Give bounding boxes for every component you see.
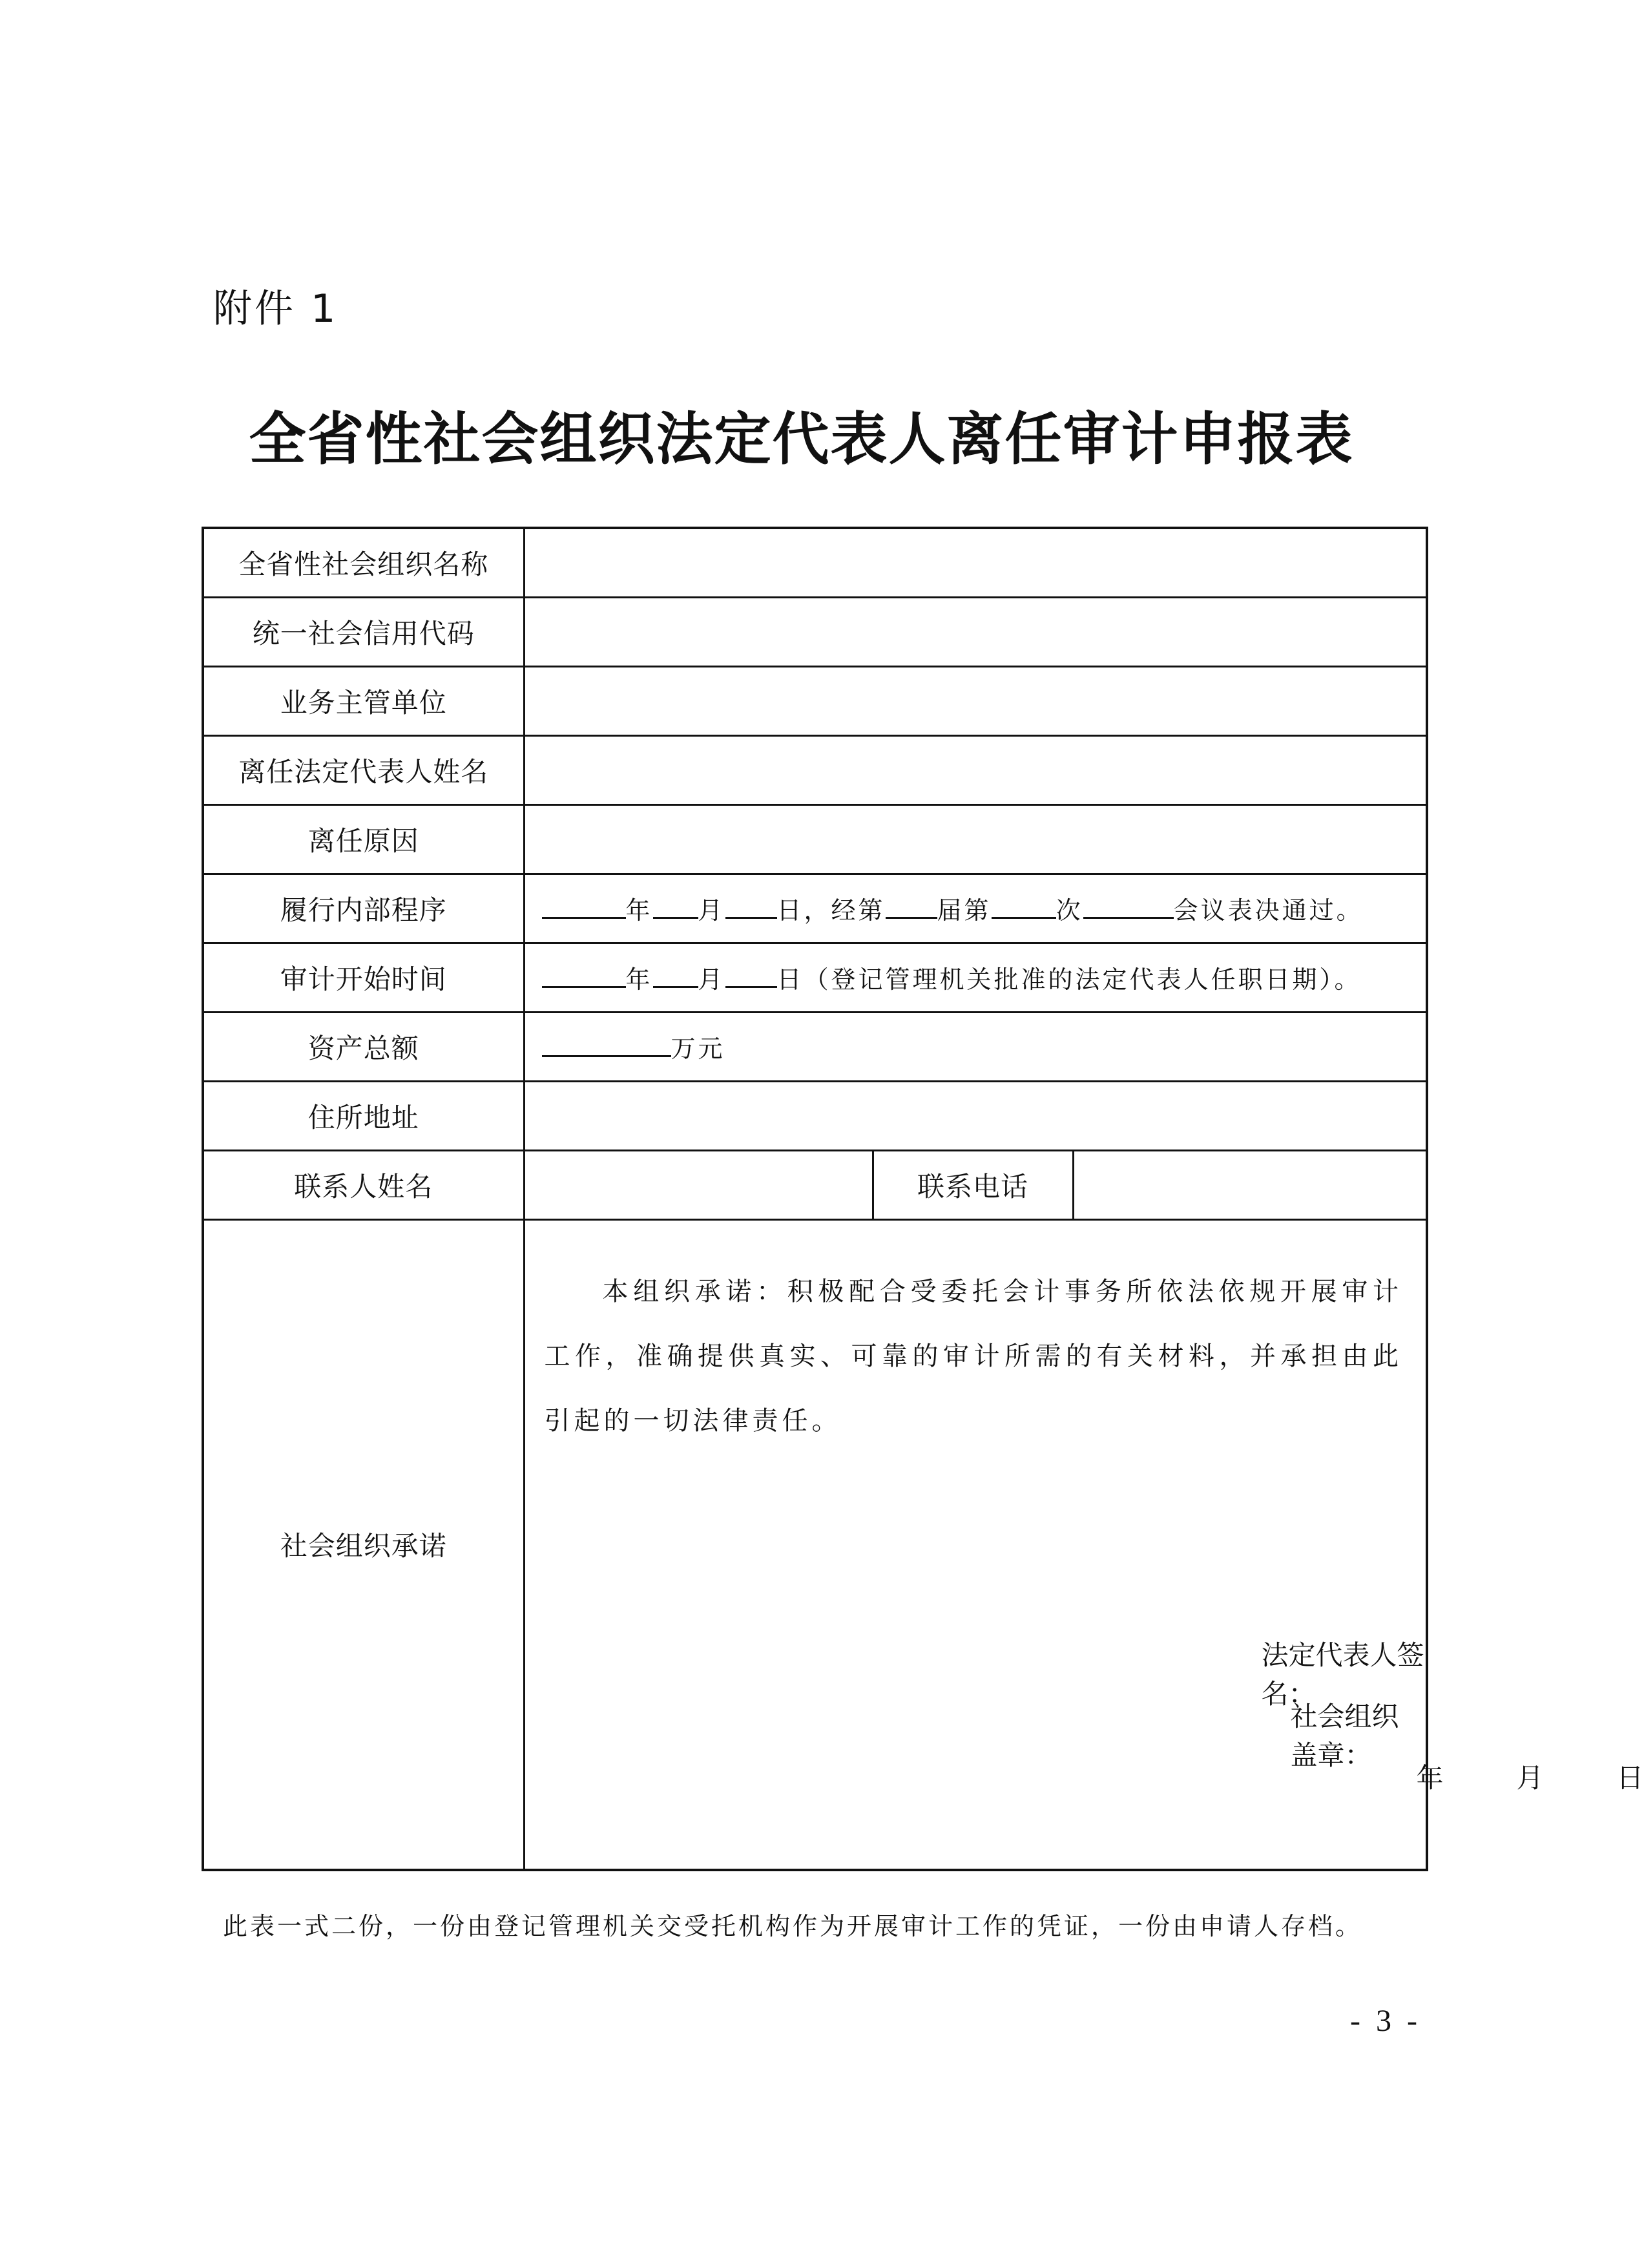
- row-assets: [203, 1012, 1427, 1081]
- audit-year-blank[interactable]: [542, 960, 626, 988]
- month-blank[interactable]: [653, 891, 698, 919]
- times-text: 次: [1056, 896, 1083, 925]
- row-reason: [203, 804, 1427, 874]
- audit-start-field[interactable]: [524, 943, 1427, 1012]
- audit-month-blank[interactable]: [653, 960, 698, 988]
- promise-label: 社会组织承诺: [203, 1219, 524, 1870]
- reason-field[interactable]: [524, 804, 1427, 874]
- session-text: 届第: [937, 896, 992, 925]
- row-credit-code: [203, 597, 1427, 666]
- row-procedure: [203, 874, 1427, 943]
- procedure-field[interactable]: [524, 874, 1427, 943]
- org-name-label: 全省性社会组织名称: [203, 528, 524, 597]
- year-text: 年: [625, 896, 653, 925]
- attachment-label: 附件 1: [213, 286, 338, 331]
- month-text: 月: [698, 896, 725, 925]
- contact-name-label: 联系人姓名: [203, 1150, 524, 1219]
- audit-day-blank[interactable]: [725, 960, 777, 988]
- date-day-label: 日: [1616, 1761, 1644, 1794]
- promise-field: [524, 1219, 1644, 1870]
- audit-month-text: 月: [698, 965, 725, 994]
- address-label: 住所地址: [203, 1081, 524, 1150]
- date-year-label: 年: [1416, 1761, 1444, 1794]
- promise-text: 本组织承诺：积极配合受委托会计事务所依法依规开展审计工作，准确提供真实、可靠的审计所需的有关材料，并承担由此引起的一切法律责任。: [544, 1276, 1403, 1436]
- row-org-name: [203, 528, 1427, 597]
- supervisor-label: 业务主管单位: [203, 666, 524, 735]
- credit-code-field[interactable]: [524, 597, 1427, 666]
- contact-phone-label: 联系电话: [873, 1150, 1073, 1219]
- assets-field[interactable]: [524, 1012, 1427, 1081]
- year-blank[interactable]: [542, 891, 626, 919]
- assets-unit: 万元: [671, 1034, 725, 1063]
- contact-name-field[interactable]: [524, 1150, 873, 1219]
- assets-blank[interactable]: [542, 1029, 671, 1057]
- contact-phone-field[interactable]: [1073, 1150, 1427, 1219]
- meeting-blank[interactable]: [1083, 891, 1174, 919]
- row-contact: [203, 1150, 1427, 1219]
- audit-year-text: 年: [625, 965, 653, 994]
- times-blank[interactable]: [992, 891, 1056, 919]
- page-number: - 3 -: [1350, 2004, 1421, 2038]
- footnote: 此表一式二份，一份由登记管理机关交受托机构作为开展审计工作的凭证，一份由申请人存档。: [223, 1912, 1363, 1940]
- day-text: 日，经第: [776, 896, 886, 925]
- row-promise: [203, 1219, 1427, 1870]
- row-audit-start: [203, 943, 1427, 1012]
- procedure-label: 履行内部程序: [203, 874, 524, 943]
- session-blank[interactable]: [886, 891, 937, 919]
- seal-label: 社会组织盖章：: [1290, 1700, 1399, 1771]
- rep-name-label: 离任法定代表人姓名: [203, 735, 524, 804]
- row-rep-name: [203, 735, 1427, 804]
- row-address: [203, 1081, 1427, 1150]
- audit-start-label: 审计开始时间: [203, 943, 524, 1012]
- day-blank[interactable]: [725, 891, 777, 919]
- procedure-suffix: 会议表决通过。: [1173, 896, 1364, 925]
- supervisor-field[interactable]: [524, 666, 1427, 735]
- signature-label: 法定代表人签名：: [1261, 1639, 1424, 1710]
- address-field[interactable]: [524, 1081, 1427, 1150]
- org-name-field[interactable]: [524, 528, 1427, 597]
- row-supervisor: [203, 666, 1427, 735]
- date-month-label: 月: [1516, 1761, 1544, 1794]
- application-form-table: [202, 527, 1644, 1871]
- audit-start-suffix: 日（登记管理机关批准的法定代表人任职日期）。: [776, 965, 1362, 994]
- credit-code-label: 统一社会信用代码: [203, 597, 524, 666]
- assets-label: 资产总额: [203, 1012, 524, 1081]
- reason-label: 离任原因: [203, 804, 524, 874]
- rep-name-field[interactable]: [524, 735, 1427, 804]
- form-title: 全省性社会组织法定代表人离任审计申报表: [249, 405, 1354, 472]
